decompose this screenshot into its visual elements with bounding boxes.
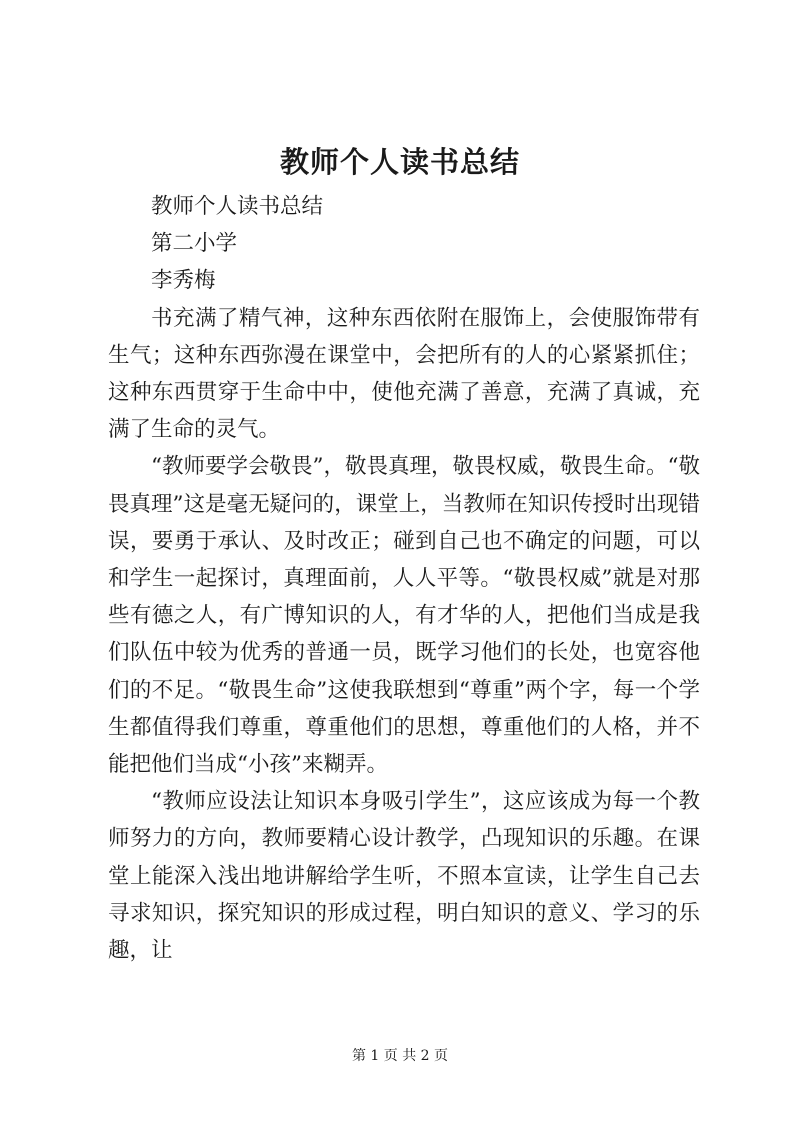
paragraph-subtitle: 教师个人读书总结 (151, 194, 324, 219)
paragraph-body: “教师要学会敬畏”，敬畏真理，敬畏权威，敬畏生命。“敬畏真理”这是毫无疑问的，课堂上，当教师在知识传授时出现错误，要勇于承认、及时改正；碰到自己也不确定的问题，可以和学生一起探讨，真理面前，人人平等。“敬畏权威”就是对那些有德之人，有广博知识的人，有才华的人，把他们当成是我们队伍中较为优秀的普通一员，既学习他们的长处，也宽容他们的不足。“敬畏生命”这使我联想到“尊重”两个字，每一个学生都值得我们尊重，尊重他们的思想，尊重他们的人格，并不能把他们当成“小孩”来糊弄。 (108, 454, 700, 778)
paragraph-school: 第二小学 (151, 231, 238, 257)
document-body (108, 188, 700, 969)
paragraph-body: 书充满了精气神，这种东西依附在服饰上，会使服饰带有生气；这种东西弥漫在课堂中，会把所有的人的心紧紧抓住；这种东西贯穿于生命中中，使他充满了善意，充满了真诚，充满了生命的灵气。 (108, 305, 700, 443)
paragraph-body: “教师应设法让知识本身吸引学生”，这应该成为每一个教师努力的方向，教师要精心设计教学，凸现知识的乐趣。在课堂上能深入浅出地讲解给学生听，不照本宣读，让学生自己去寻求知识，探究知识的形成过程，明白知识的意义、学习的乐趣，让 (108, 789, 700, 964)
page-title: 教师个人读书总结 (279, 145, 520, 179)
paragraph-author: 李秀梅 (151, 268, 216, 294)
page-footer: 第 1 页 共 2 页 (351, 1048, 449, 1064)
